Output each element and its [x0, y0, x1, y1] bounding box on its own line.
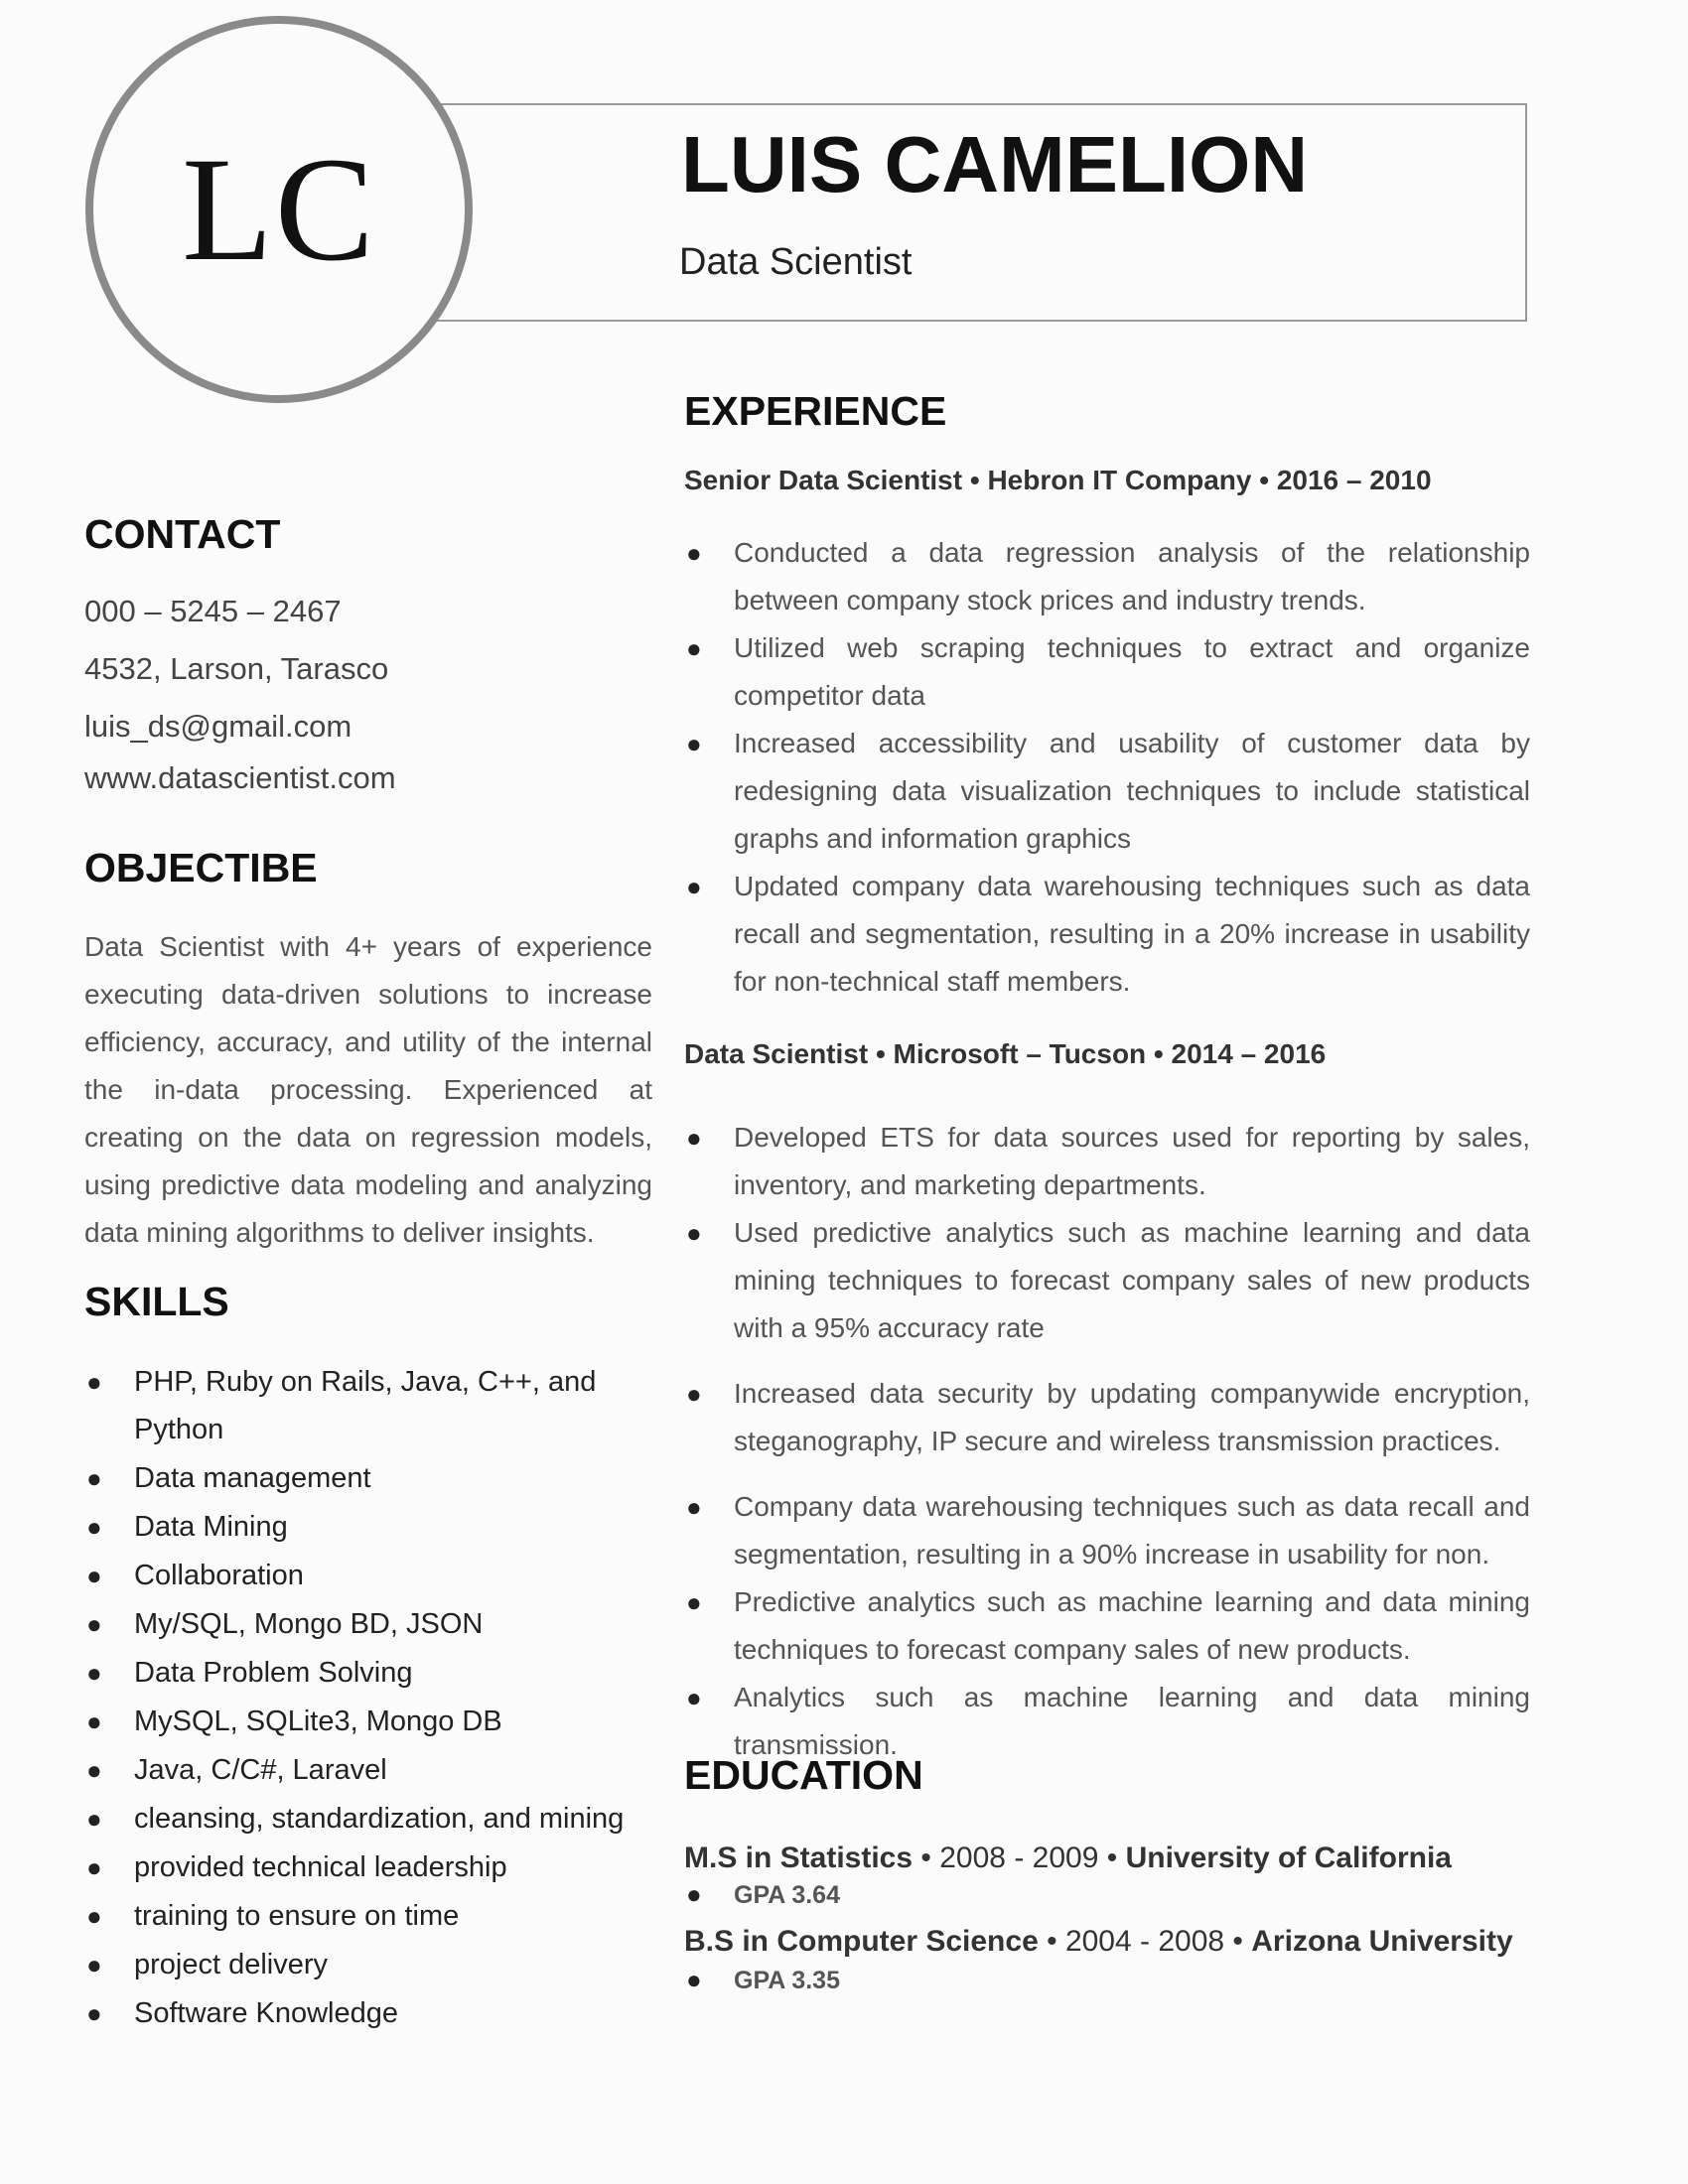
- job-bullet: ● Analytics such as machine learning and data mining transmission.: [686, 1682, 1530, 1760]
- skill-item: ● PHP, Ruby on Rails, Java, C++, and Python: [86, 1366, 597, 1445]
- job-bullet: ● Company data warehousing techniques such as data recall and segmentation, resulting in a 90% increase in usability for non.: [686, 1491, 1530, 1570]
- education-gpa-2: ● GPA 3.35: [686, 1965, 840, 1994]
- job-bullet: ● Utilized web scraping techniques to extract and organize competitor data: [686, 632, 1530, 711]
- skill-item: ● MySQL, SQLite3, Mongo DB: [86, 1706, 502, 1737]
- skill-item: ● Data management: [86, 1462, 371, 1494]
- candidate-role: Data Scientist: [679, 241, 913, 283]
- skill-item: ● My/SQL, Mongo BD, JSON: [86, 1608, 484, 1640]
- job-bullet: ● Conducted a data regression analysis of the relationship between company stock prices and industry trends.: [686, 537, 1530, 615]
- skill-item: ● Collaboration: [86, 1560, 304, 1591]
- job-bullet: ● Updated company data warehousing techniques such as data recall and segmentation, resulting in a 20% increase in usability for non-technical staff members.: [686, 871, 1530, 997]
- candidate-name: LUIS CAMELION: [681, 120, 1309, 208]
- years: 2004 - 2008: [1064, 1925, 1225, 1958]
- skill-item: ● Data Mining: [86, 1511, 288, 1543]
- school: Arizona University: [1251, 1925, 1513, 1958]
- objective-heading: OBJECTIBE: [84, 845, 318, 890]
- skill-item: ● Data Problem Solving: [86, 1657, 413, 1689]
- separator: •: [1038, 1925, 1065, 1958]
- job-2-bullets: [684, 1114, 1530, 1769]
- skills-heading: SKILLS: [84, 1279, 229, 1324]
- contact-website[interactable]: www.datascientist.com: [84, 760, 396, 795]
- skill-item: ● cleansing, standardization, and mining: [86, 1803, 625, 1835]
- education-gpa-1: ● GPA 3.64: [686, 1879, 840, 1909]
- school: University of California: [1125, 1842, 1452, 1874]
- contact-heading: CONTACT: [84, 511, 281, 557]
- separator: •: [913, 1842, 940, 1874]
- job-title-1: Senior Data Scientist • Hebron IT Company • 2016 – 2010: [684, 465, 1432, 495]
- contact-address: 4532, Larson, Tarasco: [84, 651, 389, 686]
- contact-phone: 000 – 5245 – 2467: [84, 594, 342, 628]
- skill-item: ● Java, C/C#, Laravel: [86, 1754, 387, 1786]
- education-entry-2: [684, 1927, 1513, 1957]
- degree: M.S in Statistics: [684, 1842, 914, 1874]
- experience-heading: EXPERIENCE: [684, 388, 947, 434]
- job-bullet: ● Predictive analytics such as machine learning and data mining techniques to forecast company sales of new products.: [686, 1586, 1530, 1665]
- objective-text: Data Scientist with 4+ years of experience executing data-driven solutions to increase efficiency, accuracy, and utility of the internal the in-data processing. Experienced at creating on the data on regression models, using predictive data modeling and analyzing data mining algorithms to deliver insights.: [84, 931, 652, 1248]
- monogram-initials: LC: [182, 127, 376, 292]
- job-bullet: ● Increased data security by updating companywide encryption, steganography, IP secure and wireless transmission practices.: [686, 1378, 1530, 1456]
- job-bullet: ● Used predictive analytics such as machine learning and data mining techniques to forecast company sales of new products with a 95% accuracy rate: [686, 1217, 1530, 1343]
- separator: •: [1098, 1842, 1126, 1874]
- job-bullet: ● Increased accessibility and usability of customer data by redesigning data visualization techniques to include statistical graphs and information graphics: [686, 728, 1530, 854]
- skill-item: ● Software Knowledge: [86, 1997, 398, 2029]
- skill-item: ● training to ensure on time: [86, 1900, 460, 1932]
- education-entry-1: [684, 1843, 1452, 1873]
- education-heading: EDUCATION: [684, 1752, 923, 1798]
- skill-item: ● project delivery: [86, 1949, 329, 1980]
- job-title-2: Data Scientist • Microsoft – Tucson • 2014 – 2016: [684, 1038, 1327, 1069]
- degree: B.S in Computer Science: [684, 1925, 1039, 1958]
- skills-list: [84, 1358, 652, 2038]
- job-1-bullets: [684, 529, 1530, 1006]
- separator: •: [1224, 1925, 1252, 1958]
- skill-item: ● provided technical leadership: [86, 1851, 507, 1883]
- years: 2008 - 2009: [939, 1842, 1099, 1874]
- contact-email[interactable]: luis_ds@gmail.com: [84, 709, 352, 744]
- job-bullet: ● Developed ETS for data sources used for reporting by sales, inventory, and marketing departments.: [686, 1122, 1530, 1200]
- monogram-circle: [85, 16, 473, 403]
